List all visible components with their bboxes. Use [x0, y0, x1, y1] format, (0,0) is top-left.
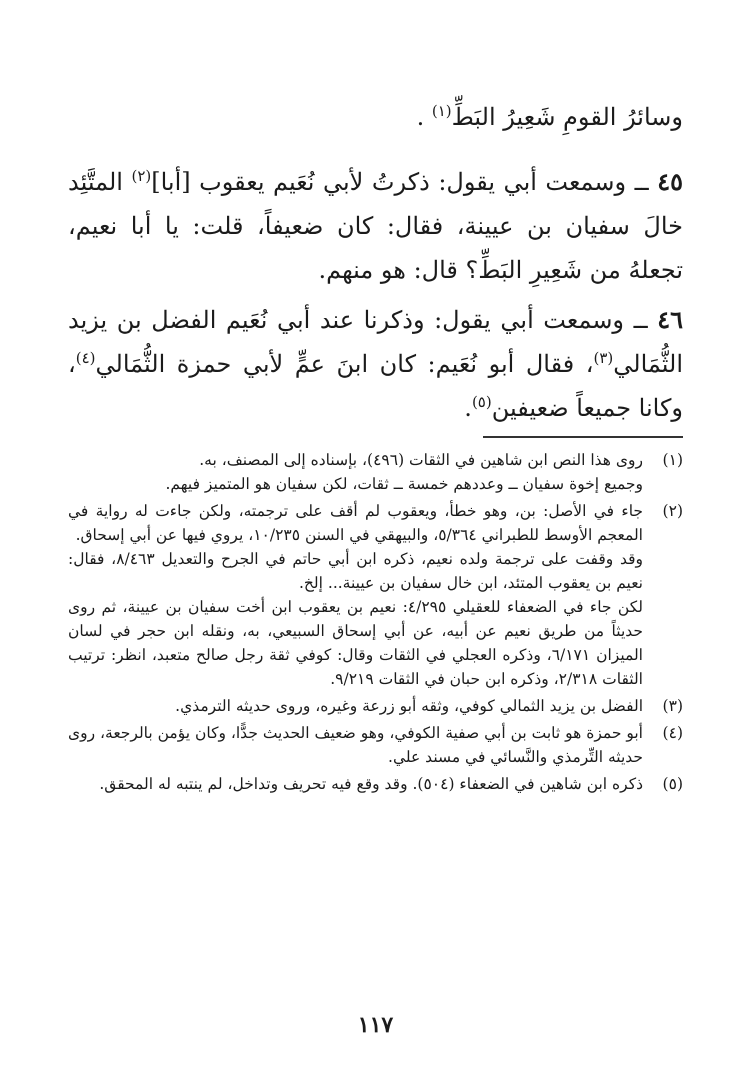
footnote-mark: (٤) [662, 724, 683, 742]
footnote-mark: (٢) [662, 502, 683, 520]
footnote-ref-2: (٢) [131, 167, 152, 185]
footnote-line: جاء في الأصل: بن، وهو خطأ، ويعقوب لم أقف على ترجمته، ولكن جاءت له رواية في المعجم الأوسط للطبراني ٥/٣٦٤، والبيهقي في السنن ١٠/٢٣٥، يروي فيها عن أبي إسحاق. [68, 502, 643, 544]
footnote-ref-5: (٥) [471, 393, 492, 411]
paragraph-number-45: ٤٥ [657, 167, 683, 196]
footnotes [68, 448, 683, 799]
footnote-mark: (٥) [662, 775, 683, 793]
footnote-ref-4: (٤) [75, 349, 96, 367]
paragraph-46 [68, 298, 683, 430]
footnote-1 [68, 448, 683, 496]
footnote-3 [68, 694, 683, 718]
paragraph-46-text-b: ، فقال أبو نُعَيم: كان ابنَ عمٍّ لأبي حمزة الثُّمَالي [95, 350, 594, 378]
intro-text: وسائرُ القومِ شَعِيرُ البَطِّ [451, 103, 683, 131]
footnote-ref-1: (١) [431, 102, 452, 120]
footnote-line: لكن جاء في الضعفاء للعقيلي ٤/٢٩٥: نعيم بن يعقوب ابن أخت سفيان بن عيينة، ثم روى حديثاً من طريق نعيم عن أبيه، عن أبي إسحاق السبيعي، به، ونقله ابن حجر في لسان الميزان ٦/١٧١، وذكره العجلي في الثقات وقال: كوفي ثقة رجل صالح متعبد، انظر: ترتيب الثقات ٢/٣١٨، وذكره ابن حبان في الثقات ٩/٢١٩. [68, 598, 643, 688]
paragraph-46-text-d: . [464, 394, 472, 422]
footnote-mark: (٣) [662, 697, 683, 715]
footnote-mark: (١) [662, 451, 683, 469]
footnote-line: روى هذا النص ابن شاهين في الثقات (٤٩٦)، بإسناده إلى المصنف، به. [199, 451, 643, 469]
paragraph-number-46: ٤٦ [657, 305, 683, 334]
paragraph-45-text-a: ــ وسمعت أبي يقول: ذكرتُ لأبي نُعَيم يعقوب [أبا] [151, 168, 649, 196]
intro-end: . [416, 103, 425, 131]
footnote-4 [68, 721, 683, 769]
footnote-line: وجميع إخوة سفيان ــ وعددهم خمسة ــ ثقات، لكن سفيان هو المتميز فيهم. [165, 475, 643, 493]
footnote-ref-3: (٣) [593, 349, 614, 367]
paragraph-45-text-b: المتَّئِد خالَ سفيان بن عيينة، فقال: كان ضعيفاً، قلت: يا أبا نعيم، تجعلهُ من شَعِيرِ البَطِّ؟ قال: هو منهم. [68, 168, 683, 284]
footnote-line: الفضل بن يزيد الثمالي كوفي، وثقه أبو زرعة وغيره، وروى حديثه الترمذي. [175, 697, 643, 715]
paragraph-45 [68, 160, 683, 292]
intro-line [68, 98, 683, 136]
paragraph-46-text-a: ــ وسمعت أبي يقول: وذكرنا عند أبي نُعَيم الفضل بن يزيد الثُّمَالي [68, 306, 683, 378]
footnote-line: أبو حمزة هو ثابت بن أبي صفية الكوفي، وهو ضعيف الحديث جدًّا، وكان يؤمن بالرجعة، روى حديثه التِّرمذي والنَّسائي في مسند علي. [67, 724, 643, 766]
footnote-line: وقد وقفت على ترجمة ولده نعيم، ذكره ابن أبي حاتم في الجرح والتعديل ٨/٤٦٣، فقال: نعيم بن يعقوب المتئد، ابن خال سفيان بن عيينة... إلخ. [68, 550, 643, 592]
footnote-5 [68, 772, 683, 796]
book-page [68, 0, 683, 1090]
footnote-separator [483, 436, 683, 438]
footnote-2 [68, 499, 683, 691]
footnote-line: ذكره ابن شاهين في الضعفاء (٥٠٤). وقد وقع فيه تحريف وتداخل، لم ينتبه له المحقق. [99, 775, 643, 793]
paragraph-46-text-c: ، وكانا جميعاً ضعيفين [68, 350, 683, 422]
page-number: ١١٧ [357, 1012, 394, 1038]
